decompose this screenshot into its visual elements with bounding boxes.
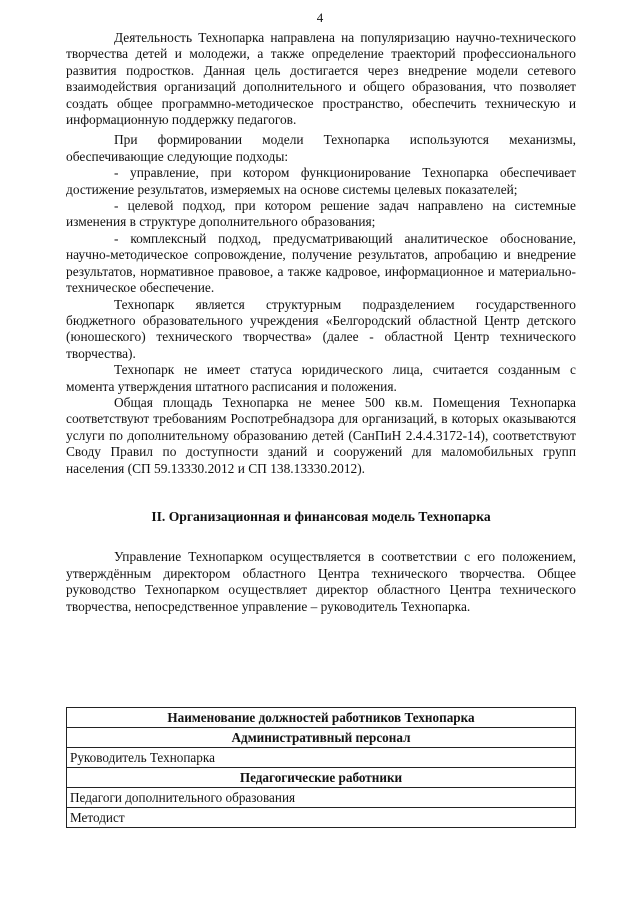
table-row	[67, 808, 576, 828]
table-row	[67, 768, 576, 788]
table-row	[67, 728, 576, 748]
list-item-management: - управление, при котором функционирование Технопарка обеспечивает достижение результатов, измеряемых на основе системы целевых показателей;	[66, 165, 576, 197]
table-row	[67, 748, 576, 768]
paragraph-area: Общая площадь Технопарка не менее 500 кв.м. Помещения Технопарка соответствуют требованиям Роспотребнадзора для организаций, в которых оказываются услуги по дополнительному образованию детей (СанПиН 2.4.4.3172-14), соответствуют Своду Правил по доступности зданий и сооружений для маломобильных групп населения (СП 59.13330.2012 и СП 138.13330.2012).	[66, 394, 576, 476]
table-header: Наименование должностей работников Технопарка	[67, 708, 576, 728]
position-teachers: Педагоги дополнительного образования	[67, 788, 576, 808]
staff-table	[66, 707, 576, 828]
paragraph-mission: Деятельность Технопарка направлена на популяризацию научно-технического творчества детей и молодежи, а также определение траекторий профессионального развития подростков. Данная цель достигается через внедрение модели сетевого взаимодействия организаций дополнительного и общего образования, что позволяет создать общее программно-методическое пространство, обеспечить техническую и информационную поддержку педагогов.	[66, 30, 576, 128]
list-item-target-approach: - целевой подход, при котором решение задач направлено на системные изменения в структуре дополнительного образования;	[66, 198, 576, 230]
paragraph-structure: Технопарк является структурным подразделением государственного бюджетного образовательного учреждения «Белгородский областной Центр детского (юношеского) технического творчества» (далее - областной Центр технического творчества).	[66, 296, 576, 361]
position-head: Руководитель Технопарка	[67, 748, 576, 768]
document-body	[66, 30, 576, 615]
group-admin-staff: Административный персонал	[67, 728, 576, 748]
paragraph-management: Управление Технопарком осуществляется в соответствии с его положением, утверждённым директором областного Центра технического творчества. Общее руководство Технопарком осуществляет директор областного Центра технического творчества, непосредственное управление – руководитель Технопарка.	[66, 549, 576, 614]
position-methodist: Методист	[67, 808, 576, 828]
section-heading: II. Организационная и финансовая модель Технопарка	[151, 508, 491, 524]
paragraph-approaches-intro: При формировании модели Технопарка используются механизмы, обеспечивающие следующие подходы:	[66, 132, 576, 164]
table-row	[67, 708, 576, 728]
group-pedagogical-staff: Педагогические работники	[67, 768, 576, 788]
paragraph-legal-status: Технопарк не имеет статуса юридического лица, считается созданным с момента утверждения штатного расписания и положения.	[66, 362, 576, 394]
table-row	[67, 788, 576, 808]
list-item-complex-approach: - комплексный подход, предусматривающий аналитическое обоснование, научно-методическое сопровождение, получение результатов, апробацию и внедрение результатов, нормативное правовое, а также кадровое, информационное и материально-техническое обеспечение.	[66, 230, 576, 296]
page-number: 4	[316, 10, 324, 25]
